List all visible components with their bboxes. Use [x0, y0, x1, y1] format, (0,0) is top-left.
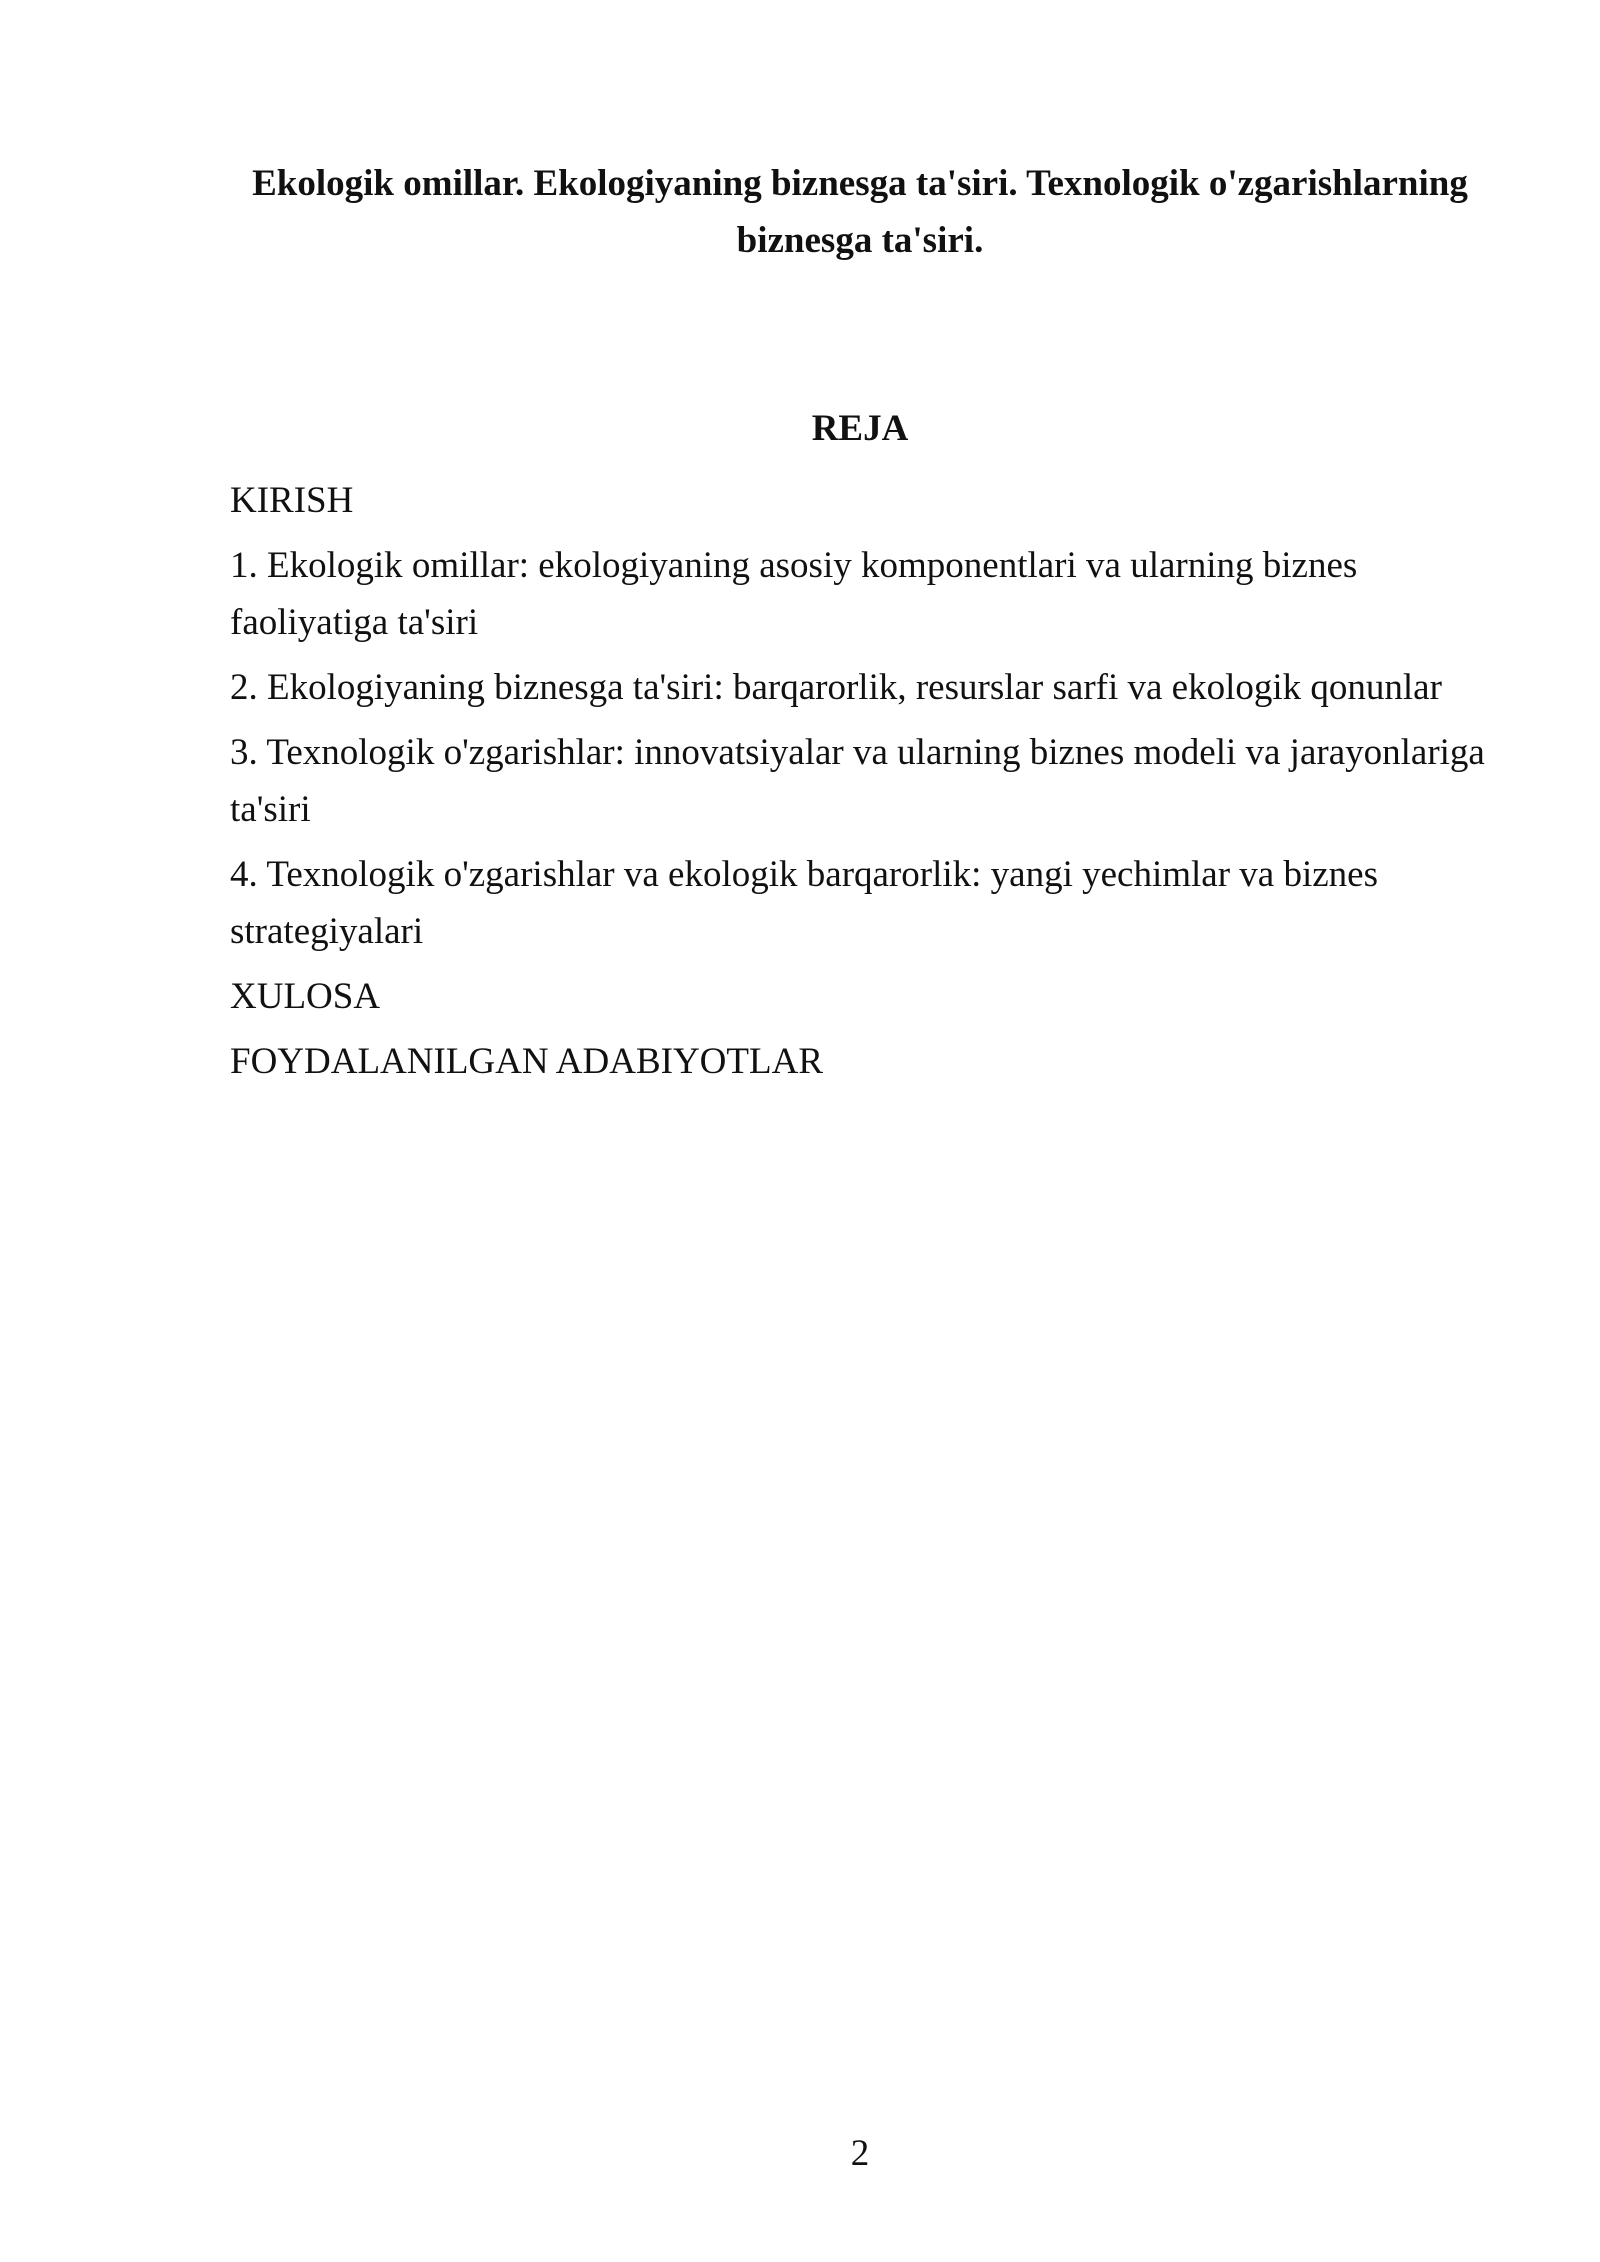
plan-item-2: 2. Ekologiyaning biznesga ta'siri: barqarorlik, resurslar sarfi va ekologik qonunlar: [230, 667, 1442, 708]
plan-list: [230, 472, 1500, 1098]
plan-heading: REJA: [811, 408, 909, 449]
plan-item-conclusion: XULOSA: [230, 976, 381, 1017]
plan-item-1: 1. Ekologik omillar: ekologiyaning asosiy komponentlari va ularning biznes faoliyatiga ta'siri: [230, 545, 1358, 643]
plan-item-3: 3. Texnologik o'zgarishlar: innovatsiyalar va ularning biznes modeli va jarayonlariga ta'siri: [230, 732, 1485, 830]
plan-item-4: 4. Texnologik o'zgarishlar va ekologik barqarorlik: yangi yechimlar va biznes strategiyalari: [230, 854, 1378, 952]
document-title: Ekologik omillar. Ekologiyaning biznesga ta'siri. Texnologik o'zgarishlarning biznesga ta'siri.: [252, 163, 1468, 261]
plan-item-introduction: KIRISH: [230, 480, 354, 521]
plan-item-references: FOYDALANILGAN ADABIYOTLAR: [230, 1041, 823, 1082]
page-number: 2: [850, 2133, 870, 2174]
